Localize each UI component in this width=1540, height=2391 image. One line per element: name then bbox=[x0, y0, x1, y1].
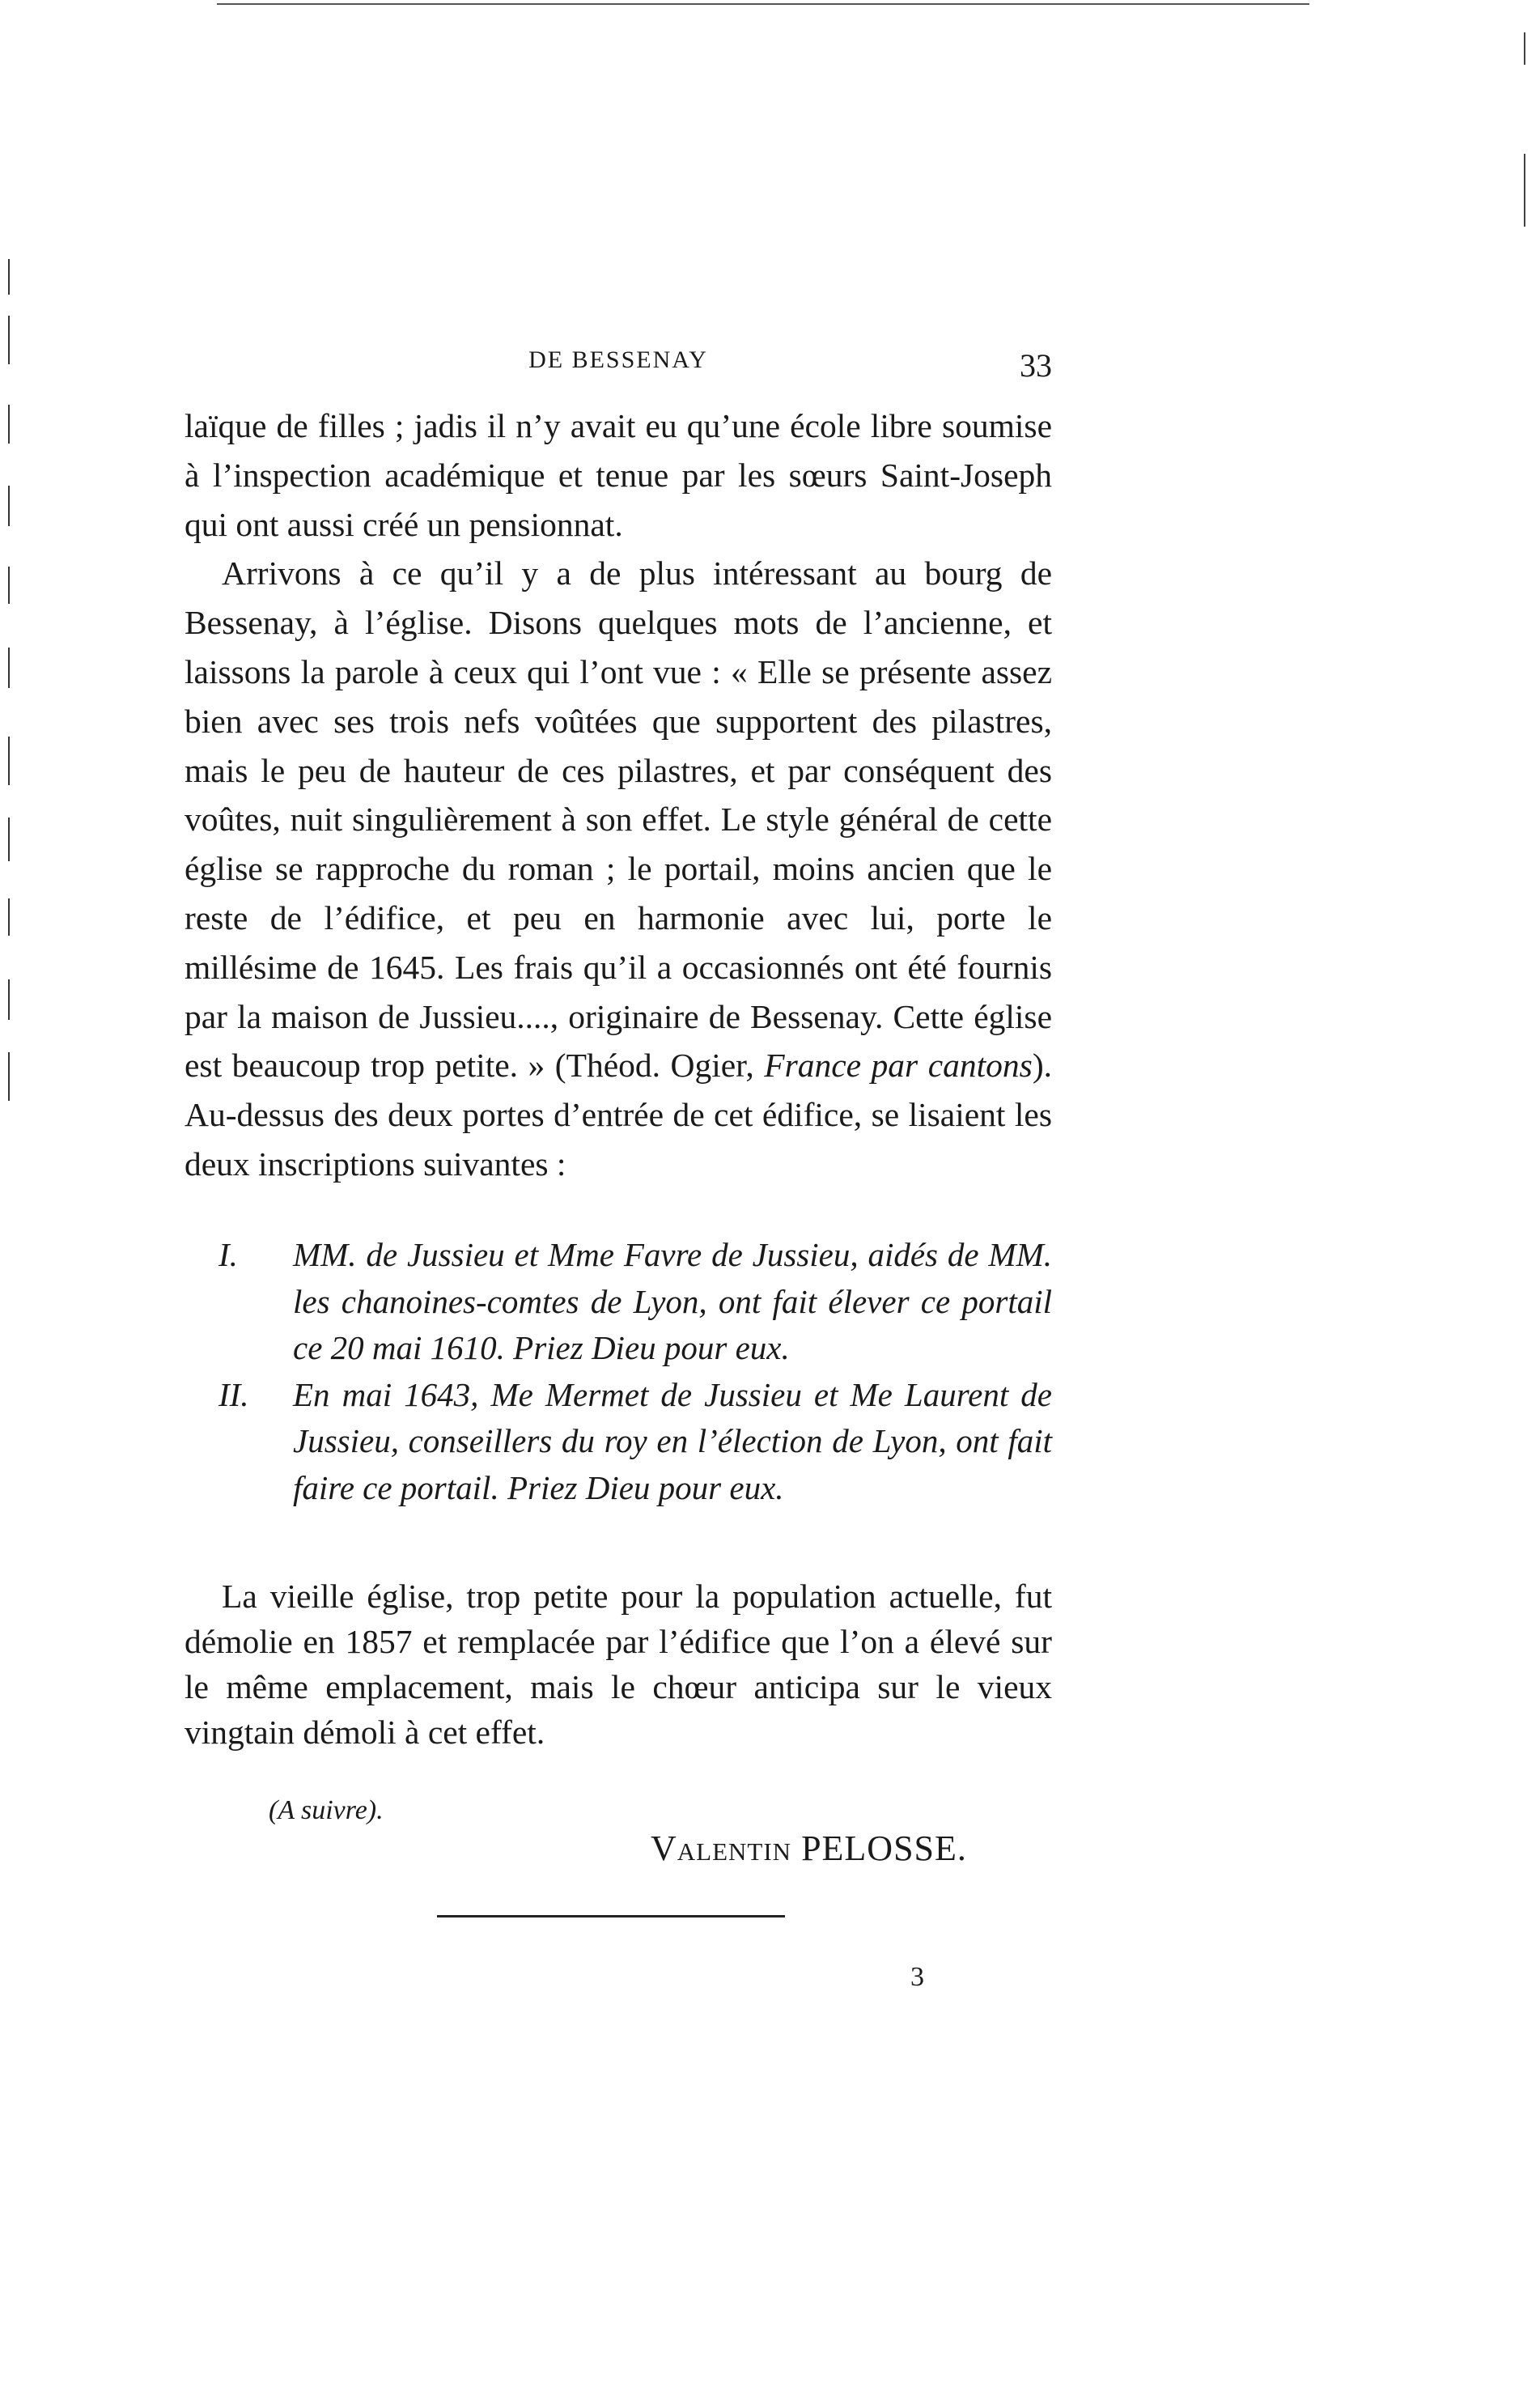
cited-work: France par cantons bbox=[764, 1047, 1033, 1085]
margin-mark bbox=[8, 1052, 10, 1101]
to-be-continued: (A suivre). bbox=[269, 1795, 384, 1825]
top-border-rule bbox=[217, 3, 1309, 5]
paragraph bbox=[185, 549, 1052, 1188]
edge-mark bbox=[1524, 154, 1525, 227]
margin-mark bbox=[8, 567, 10, 604]
inscription bbox=[185, 1372, 1052, 1512]
author-signature: Valentin PELOSSE. bbox=[651, 1828, 967, 1868]
margin-mark bbox=[8, 486, 10, 526]
paragraph-text: Arrivons à ce qu’il y a de plus intéressant au bourg de Bessenay, à l’église. Disons quelques mots de l’ancienne, et laissons la parole à ceux qui l’ont vue : « Elle se présente assez bien avec ses trois nefs voûtées que supportent des pilastres, mais le peu de hauteur de ces pilastres, et par conséquent des voûtes, nuit singulièrement à son effet. Le style général de cette église se rapproche du roman ; le portail, moins ancien que le reste de l’édifice, et peu en harmonie avec lui, porte le millésime de 1645. Les frais qu’il a occasionnés ont été fournis par la maison de Jussieu...., originaire de Bessenay. Cette église est beaucoup trop petite. » (Théod. Ogier, bbox=[185, 554, 1052, 1085]
paragraph: laïque de filles ; jadis il n’y avait eu qu’une école libre soumise à l’inspection académique et tenue par les sœurs Saint-Joseph qui ont aussi créé un pensionnat. bbox=[185, 407, 1052, 543]
margin-mark bbox=[8, 259, 10, 295]
inscription-number: I. bbox=[218, 1236, 238, 1273]
closing-text bbox=[185, 1573, 1052, 1755]
inscription-text: En mai 1643, Me Mermet de Jussieu et Me Laurent de Jussieu, conseillers du roy en l’élection de Lyon, ont fait faire ce portail. Priez Dieu pour eux. bbox=[293, 1375, 1052, 1506]
margin-mark bbox=[8, 818, 10, 861]
edge-mark bbox=[1524, 32, 1525, 65]
inscription-number: II. bbox=[218, 1375, 249, 1413]
page-number: 33 bbox=[1020, 347, 1052, 384]
inscriptions bbox=[185, 1232, 1052, 1512]
margin-mark bbox=[8, 898, 10, 936]
margin-mark bbox=[8, 979, 10, 1020]
end-rule bbox=[437, 1915, 785, 1917]
margin-mark bbox=[8, 405, 10, 444]
margin-mark bbox=[8, 316, 10, 364]
inscription bbox=[185, 1232, 1052, 1372]
running-head bbox=[185, 346, 1052, 395]
inscription-text: MM. de Jussieu et Mme Favre de Jussieu, aidés de MM. les chanoines-comtes de Lyon, ont fait élever ce portail ce 20 mai 1610. Priez Dieu pour eux. bbox=[293, 1236, 1052, 1367]
paragraph-text: ). Au-dessus des deux portes d’entrée de cet édifice, se lisaient les deux inscriptions suivantes : bbox=[185, 1047, 1053, 1183]
paragraph: La vieille église, trop petite pour la population actuelle, fut démolie en 1857 et remplacée par l’édifice que l’on a élevé sur le même emplacement, mais le chœur anticipa sur le vieux vingtain démoli à cet effet. bbox=[185, 1578, 1052, 1751]
margin-mark bbox=[8, 737, 10, 785]
main-text bbox=[185, 401, 1052, 1189]
margin-mark bbox=[8, 648, 10, 688]
running-title: DE BESSENAY bbox=[528, 346, 708, 373]
signature-mark: 3 bbox=[910, 1962, 924, 1992]
